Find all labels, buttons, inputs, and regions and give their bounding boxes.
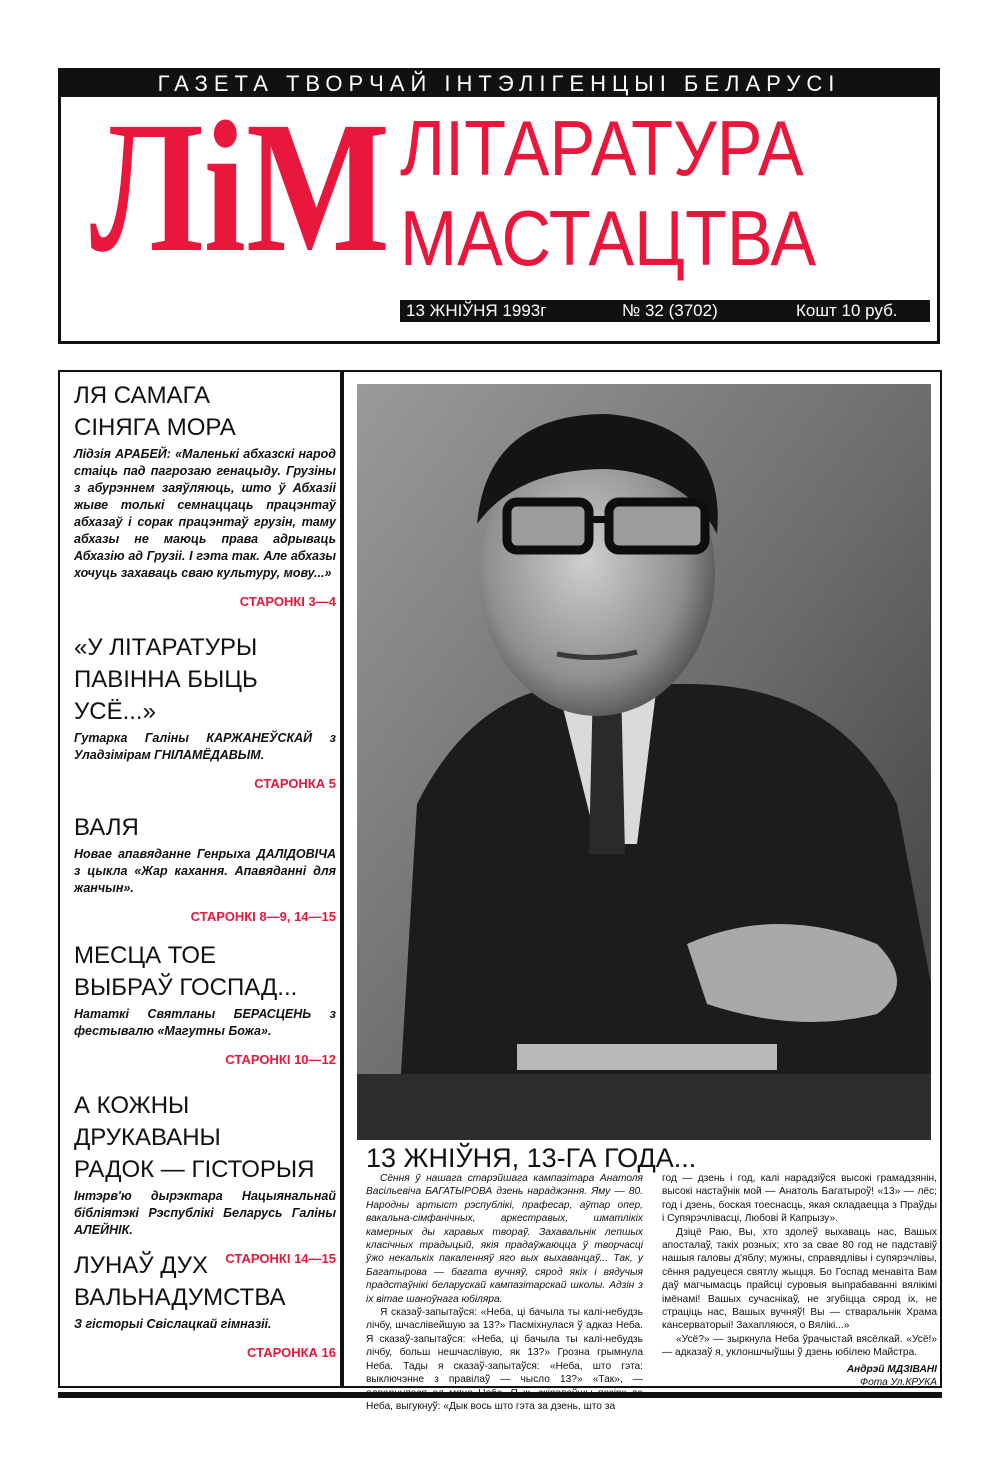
story-headline: ЛУНАЎ ДУХ ВАЛЬНАДУМСТВА	[74, 1252, 286, 1311]
story-lead: Нататкі Святланы БЕРАСЦЕНЬ з фестывалю «Магутны Божа».	[74, 1007, 336, 1038]
story-valia[interactable]	[74, 812, 336, 924]
story-headline: «У ЛІТАРАТУРЫ ПАВІННА БЫЦЬ УСЁ...»	[74, 634, 258, 725]
story-headline: ВАЛЯ	[74, 814, 139, 841]
article-paragraph: Я сказаў-запытаўся: «Неба, ці бачыла ты калі-небудзь лічбу, шчаслівейшую за 13?» Пасміхнулася ў адказ Неба. Я сказаў-запытаўся: «Неба, ці бачыла ты калі-небудзь лічбу, больш нешчаслівую, як 13?» Грозна грымнула Неба. Тады я сказаў-запытаўся: «Неба, што гэта: выключэнне з правілаў — чысло 13?» «Так», — адварнулася ад мяне Неба. Я ж, скіраваўшы позірк да Неба, выгукнуў: «Дык вось што гэта за дзень, што за	[366, 1307, 643, 1412]
story-library[interactable]	[74, 1090, 336, 1266]
story-pages: СТАРОНКІ 3—4	[239, 594, 336, 609]
article-column-2	[662, 1172, 937, 1390]
masthead-title-line2: МАСТАЦТВА	[400, 194, 817, 282]
logo-letters: ЛіМ	[90, 82, 390, 291]
story-headline: А КОЖНЫ ДРУКАВАНЫ РАДОК — ГІСТОРЫЯ	[74, 1092, 315, 1183]
photo-credit: Фота Ул.КРУКА	[859, 1377, 937, 1389]
issue-number: № 32 (3702)	[622, 301, 718, 320]
masthead-title-line1: ЛІТАРАТУРА	[400, 104, 804, 192]
story-pages: СТАРОНКІ 10—12	[225, 1052, 336, 1067]
story-headline: ЛЯ САМАГА СІНЯГА МОРА	[74, 382, 236, 441]
story-lead: Новае апавяданне Генрыха ДАЛІДОВІЧА з цыкла «Жар кахання. Апавяданні для жанчын».	[74, 847, 336, 895]
portrait-illustration	[357, 384, 931, 1140]
story-lead: Інтэрв'ю дырэктара Нацыянальнай бібліятэкі Рэспублікі Беларусь Галіны АЛЕЙНІК.	[74, 1189, 336, 1237]
lim-logo	[90, 82, 390, 291]
article-paragraph: «Усё?» — зыркнула Неба ўрачыстай вясёлкай. «Усё!» — адказаў я, уклоншчыўшы ў дзень юбілею Майстра.	[662, 1333, 937, 1359]
story-gymnasium[interactable]	[74, 1250, 336, 1360]
story-sea[interactable]	[74, 380, 336, 609]
article-paragraph: год — дзень і год, калі нарадзіўся высокі грамадзянін, высокі настаўнік мой — Анатоль Багатыроў! «13» — лёс; год і дзень, боская тоеснасць, якая складаецца з Праўды і Супярэчлівасці, Любові й Капрызу».	[662, 1173, 937, 1225]
masthead-tagline: ГАЗЕТА ТВОРЧАЙ ІНТЭЛІГЕНЦЫІ БЕЛАРУСІ	[61, 71, 937, 97]
story-literature[interactable]	[74, 632, 336, 791]
article-intro: Сёння ў нашага старэйшага кампазітара Анатоля Васільевіча БАГАТЫРОВА дзень нараджэння. Яму — 80. Народны артыст рэспублікі, прафесар, аўтар опер, вакальна-сімфанічных, аркестравых, шматлікіх камерных ды харавых твораў. Захавальнік лепшых класічных традыцый, якія прадаўжаюцца ў творчасці ўжо некалькіх пакаленняў яго вых выхаванцаў... Так, у Багатырова — багата вучняў, сярод якіх і вядучыя прадстаўнікі беларускай кампазітарскай школы. Адзін з іх вітае шаноўнага юбіляра.	[366, 1173, 643, 1305]
story-lead: З гісторыі Свіслацкай гімназіі.	[74, 1317, 272, 1331]
column-divider	[340, 370, 344, 1388]
story-pages: СТАРОНКІ 14—15	[225, 1251, 336, 1266]
article-author: Андрэй МДЗІВАНІ	[846, 1363, 937, 1375]
article-paragraph: Дзіцё Раю, Вы, хто здолеў выхаваць нас, Вашых апосталаў, такіх розных; хто за свае 80 год не падставіў нашыя галовы д'яблу; мужны, справядлівы і супярэчлівы, сёння радуецеся святлу жыцця. Бо Госпад менавіта Вам даў магчымасць прайсці суровыя выпрабаванні вялікімі імёнамі! Вашых сучаснікаў, не згубіцца сярод іх, не страціць нас, Вашых вучняў! Вы — стваральнік Храма кансерваторыі! Захапляюся, о Вялікі...»	[662, 1226, 937, 1332]
issue-info-bar	[400, 300, 930, 322]
article-column-1	[366, 1172, 643, 1413]
portrait-photo	[357, 384, 931, 1140]
story-pages: СТАРОНКА 5	[254, 776, 336, 791]
story-festival[interactable]	[74, 940, 336, 1067]
article-headline: 13 ЖНІЎНЯ, 13-ГА ГОДА...	[366, 1143, 697, 1173]
story-headline: МЕСЦА ТОЕ ВЫБРАЎ ГОСПАД...	[74, 942, 298, 1001]
issue-date: 13 ЖНІЎНЯ 1993г	[406, 301, 547, 320]
story-pages: СТАРОНКІ 8—9, 14—15	[190, 909, 336, 924]
issue-price: Кошт 10 руб.	[796, 301, 898, 320]
story-pages: СТАРОНКА 16	[247, 1345, 336, 1360]
story-lead: Гутарка Галіны КАРЖАНЕЎСКАЙ з Уладзімірам ГНІЛАМЁДАВЫМ.	[74, 731, 336, 762]
story-lead: Лідзія АРАБЕЙ: «Маленькі абхазскі народ стаіць пад пагрозаю генацыду. Грузіны з абурэннем заяўляюць, што ў Абхазіі жыве толькі семнаццаць працэнтаў абхазаў і сорак працэнтаў грузін, таму абхазы не маюць права адрываць Абхазію ад Грузіі. І гэта так. Але абхазы хочуць захаваць сваю культуру, мову...»	[74, 447, 336, 580]
